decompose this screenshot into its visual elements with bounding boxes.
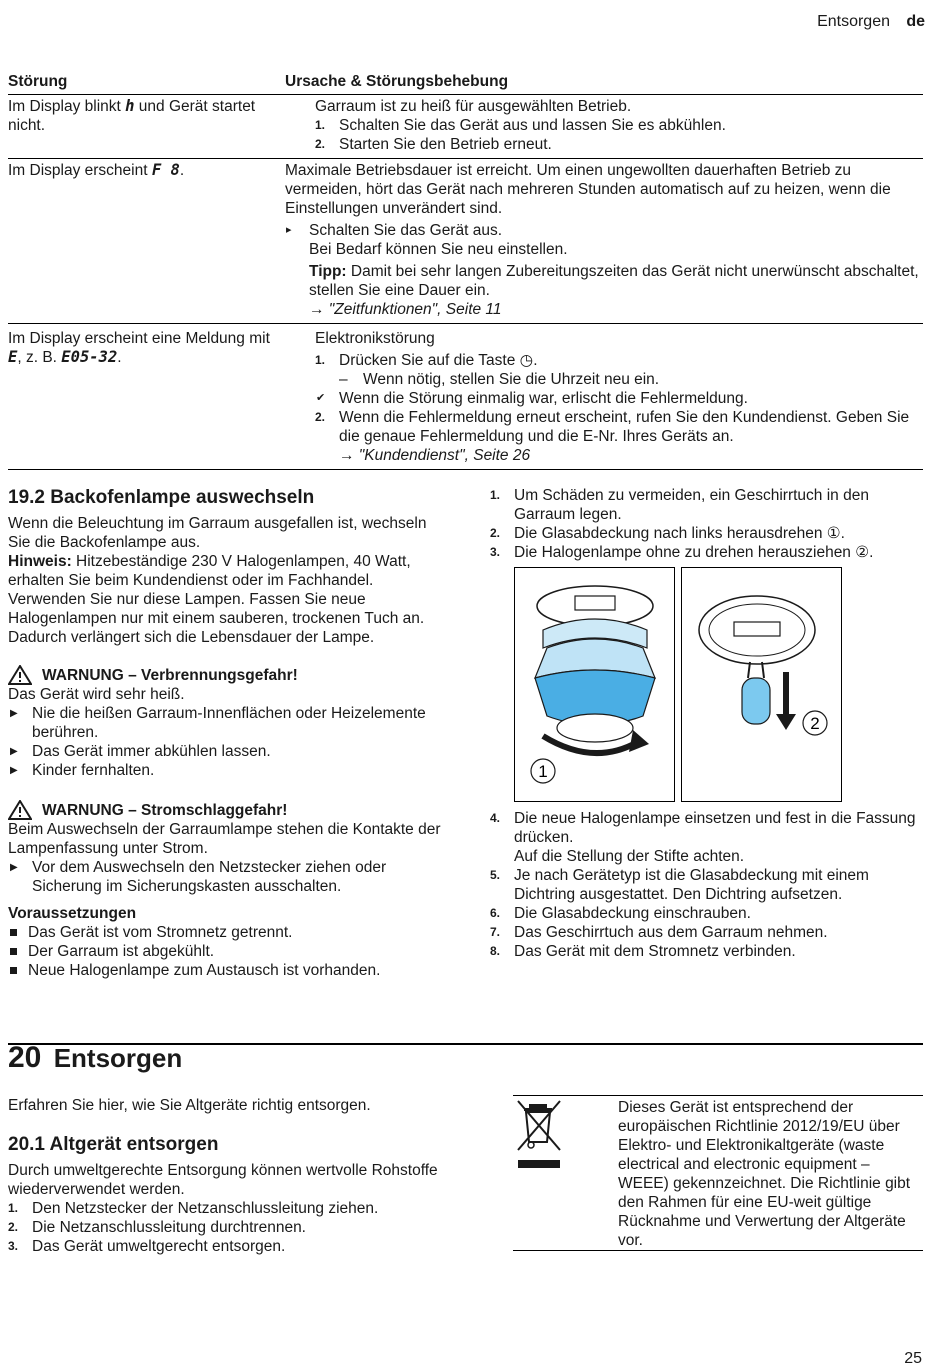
list-item: 4. Die neue Halogenlampe einsetzen und fest in die Fassung drücken. xyxy=(490,810,916,846)
step-marker-2: 2 xyxy=(810,714,820,733)
triangle-bullet-icon: ▶ xyxy=(10,708,18,719)
cause-cell: Maximale Betriebsdauer ist erreicht. Um einen ungewollten dauerhaften Betrieb zu vermeiden, hört das Gerät nach mehreren Stunden automatisch auf zu heizen, wenn die Einstellungen unverändert sind. ▸ Schalten Sie das Gerät aus. Bei Bedarf können Sie neu einstellen. Tipp: Damit bei sehr langen Zubereitungszeiten das Gerät nicht unerwünscht abschaltet, stellen Sie eine Dauer ein. → "Zeitfunktionen", Seite 11 xyxy=(285,161,923,319)
list-item: 3. Das Gerät umweltgerecht entsorgen. xyxy=(8,1238,286,1255)
warning-triangle-icon xyxy=(8,800,32,820)
table-row xyxy=(8,324,923,470)
list-item: 2. Wenn die Fehlermeldung erneut erscheint, rufen Sie den Kundendienst. Geben Sie die genaue Fehlermeldung und die E-Nr. Ihres Geräts an. xyxy=(315,409,910,445)
weee-text: Dieses Gerät ist entsprechend der europäischen Richtlinie 2012/19/EU über Elektro- und Elektronikaltgeräte (waste electrical and electronic equipment – WEEE) gekennzeichnet. Die Richtlinie gibt den Rahmen für eine EU-weit gültige Rücknahme und Verwertung der Altgeräte vor. xyxy=(618,1099,911,1249)
list-item: Neue Halogenlampe zum Austausch ist vorhanden. xyxy=(8,961,448,980)
step-marker-1: 1 xyxy=(538,762,548,781)
crossed-out-bin-icon xyxy=(515,1098,565,1174)
list-item: 1. Um Schäden zu vermeiden, ein Geschirrtuch in den Garraum legen. xyxy=(490,487,869,523)
list-item: 2. Die Netzanschlussleitung durchtrennen. xyxy=(8,1219,306,1236)
fault-cell: Im Display blinkt h und Gerät startet nicht. xyxy=(8,97,256,134)
chapter-heading xyxy=(8,1041,183,1074)
prerequisites-heading: Voraussetzungen xyxy=(8,905,137,922)
table-row xyxy=(8,95,923,159)
fault-cell: Im Display erscheint F 8. xyxy=(8,161,185,179)
fault-table xyxy=(8,72,923,470)
list-item: 2. Die Glasabdeckung nach links herausdrehen ①. xyxy=(490,525,845,542)
checkmark-icon: ✔ xyxy=(316,392,326,404)
sub-item: – Wenn nötig, stellen Sie die Uhrzeit neu ein. xyxy=(339,371,660,388)
section-heading: 20.1 Altgerät entsorgen xyxy=(8,1134,219,1155)
triangle-bullet-icon: ▸ xyxy=(286,224,292,236)
list-item: ▶ Nie die heißen Garraum-Innenflächen oder Heizelemente berühren. xyxy=(10,705,426,741)
cross-reference-link[interactable]: → "Kundendienst", Seite 26 xyxy=(339,447,531,464)
hint: Hinweis: Hitzebeständige 230 V Halogenlampen, 40 Watt, erhalten Sie beim Kundendienst oder im Fachhandel. Verwenden Sie nur diese Lampen. Fassen Sie neue Halogenlampen nur mit einem sauberen, trockenen Tuch an. Dadurch verlängert sich die Lebensdauer der Lampe. xyxy=(8,553,425,646)
lamp-steps-bottom: 4. Die neue Halogenlampe einsetzen und fest in die Fassung drücken. Auf die Stellung der Stifte achten. 5. Je nach Gerätetyp ist die Glasabdeckung mit einem Dichtring ausgestattet. Den Dichtring aufsetzen. 6. Die Glasabdeckung einschrauben. 7. Das Geschirrtuch aus dem Garraum nehmen. 8. Das Gerät mit dem Stromnetz verbinden. xyxy=(490,809,923,961)
warning-burn: WARNUNG – Verbrennungsgefahr! xyxy=(8,665,448,685)
table-header xyxy=(8,72,923,95)
triangle-bullet-icon: ▶ xyxy=(10,765,18,776)
column-header-cause: Ursache & Störungsbehebung xyxy=(285,73,509,90)
list-item: 1. Den Netzstecker der Netzanschlussleitung ziehen. xyxy=(8,1200,379,1217)
result-item: ✔ Wenn die Störung einmalig war, erlischt die Fehlermeldung. xyxy=(316,390,748,407)
list-item: 6. Die Glasabdeckung einschrauben. xyxy=(490,905,751,922)
list-item: 1. Schalten Sie das Gerät aus und lassen Sie es abkühlen. xyxy=(315,117,726,134)
list-item: 2. Starten Sie den Betrieb erneut. xyxy=(315,136,552,153)
list-item: Der Garraum ist abgekühlt. xyxy=(8,942,448,961)
tip: Tipp: Damit bei sehr langen Zubereitungszeiten das Gerät nicht unerwünscht abschaltet, stellen Sie eine Dauer ein. xyxy=(309,263,919,299)
running-header-section: Entsorgen xyxy=(817,13,890,30)
section-heading: 19.2 Backofenlampe auswechseln xyxy=(8,487,315,508)
triangle-bullet-icon: ▶ xyxy=(10,746,18,757)
halogen-lamp-illustration xyxy=(682,568,841,801)
square-bullet-icon xyxy=(10,967,17,974)
list-item: ▶ Vor dem Auswechseln den Netzstecker ziehen oder Sicherung im Sicherungskasten ausschalten. xyxy=(10,859,387,895)
action-item: ▸ Schalten Sie das Gerät aus. xyxy=(286,222,503,239)
list-item: 8. Das Gerät mit dem Stromnetz verbinden. xyxy=(490,943,796,960)
list-item: 5. Je nach Gerätetyp ist die Glasabdeckung mit einem Dichtring ausgestattet. Den Dichtring aufsetzen. xyxy=(490,867,869,903)
table-row xyxy=(8,159,923,324)
fault-cell: Im Display erscheint eine Meldung mit E, z. B. E05-32. xyxy=(8,330,270,366)
clock-icon: ◷ xyxy=(519,352,534,369)
weee-notice xyxy=(513,1098,923,1251)
lamp-section-left: 19.2 Backofenlampe auswechseln Wenn die Beleuchtung im Garraum ausgefallen ist, wechseln Sie die Backofenlampe aus. Hinweis: Hitzebeständige 230 V Halogenlampen, 40 Watt, erhalten Sie beim Kundendienst oder im Fachhandel. Verwenden Sie nur diese Lampen. Fassen Sie neue Halogenlampen nur mit einem sauberen, trockenen Tuch an. Dadurch verlängert sich die Lebensdauer der Lampe. WARNUNG – Verbrennungsgefahr! Das Gerät wird sehr heiß. ▶ Nie die heißen Garraum-Innenflächen oder Heizelemente berühren. ▶ Das Gerät immer abkühlen lassen. ▶ Kinder fernhalten. WARNUNG – Stromschlaggefahr! Beim Auswechseln der Garraumlampe stehen die Kontakte der Lampenfassung unter Strom. ▶ Vor dem Auswechseln den Netzstecker ziehen oder Sicherung im Sicherungskasten ausschalten. Voraussetzungen Das Gerät ist vom Stromnetz getrennt. Der Garraum ist abgekühlt. Neue Halogenlampe zum Austausch ist vorhanden. xyxy=(8,486,448,980)
warning-electric: WARNUNG – Stromschlaggefahr! xyxy=(8,800,448,820)
cause-cell: Elektronikstörung 1. Drücken Sie auf die Taste ◷. – Wenn nötig, stellen Sie die Uhrzeit neu ein. ✔ Wenn die Störung einmalig war, erlischt die Fehlermeldung. 2. Wenn die Fehlermeldung erneut erscheint, rufen Sie den Kundendienst. Geben Sie die genaue Fehlermeldung und die E-Nr. Ihres Geräts an. → "Kundendienst", Seite 26 xyxy=(315,326,923,465)
square-bullet-icon xyxy=(10,948,17,955)
lamp-steps-top xyxy=(490,486,923,562)
display-code: E05-32 xyxy=(61,348,118,366)
list-item: Das Gerät ist vom Stromnetz getrennt. xyxy=(8,923,448,942)
lamp-cover-illustration xyxy=(515,568,674,801)
list-item: ▶ Das Gerät immer abkühlen lassen. xyxy=(10,743,271,760)
cross-reference-link[interactable]: → "Zeitfunktionen", Seite 11 xyxy=(309,301,502,318)
display-code: F 8 xyxy=(151,161,180,179)
page-number: 25 xyxy=(904,1350,922,1367)
chapter-title: Entsorgen xyxy=(53,1043,183,1073)
display-code: h xyxy=(125,97,135,115)
square-bullet-icon xyxy=(10,929,17,936)
list-item: ▶ Kinder fernhalten. xyxy=(10,762,155,779)
warning-triangle-icon xyxy=(8,665,32,685)
illustration-unscrew-cover xyxy=(514,567,675,802)
triangle-bullet-icon: ▶ xyxy=(10,862,18,873)
list-item: 7. Das Geschirrtuch aus dem Garraum nehmen. xyxy=(490,924,828,941)
list-item: 3. Die Halogenlampe ohne zu drehen herausziehen ②. xyxy=(490,544,874,561)
column-header-fault: Störung xyxy=(8,73,68,90)
list-item: 1. Drücken Sie auf die Taste ◷. xyxy=(315,352,538,369)
running-header-language: de xyxy=(906,13,925,30)
cause-cell: Garraum ist zu heiß für ausgewählten Betrieb. 1. Schalten Sie das Gerät aus und lassen Sie es abkühlen. 2. Starten Sie den Betrieb erneut. xyxy=(315,97,923,154)
illustration-remove-lamp xyxy=(681,567,842,802)
chapter-number: 20 xyxy=(8,1041,42,1074)
disposal-left: Erfahren Sie hier, wie Sie Altgeräte richtig entsorgen. 20.1 Altgerät entsorgen Durch umweltgerechte Entsorgung können wertvolle Rohstoffe wiederverwendet werden. 1. Den Netzstecker der Netzanschlussleitung ziehen. 2. Die Netzanschlussleitung durchtrennen. 3. Das Gerät umweltgerecht entsorgen. xyxy=(8,1096,448,1256)
display-code: E xyxy=(8,348,18,366)
